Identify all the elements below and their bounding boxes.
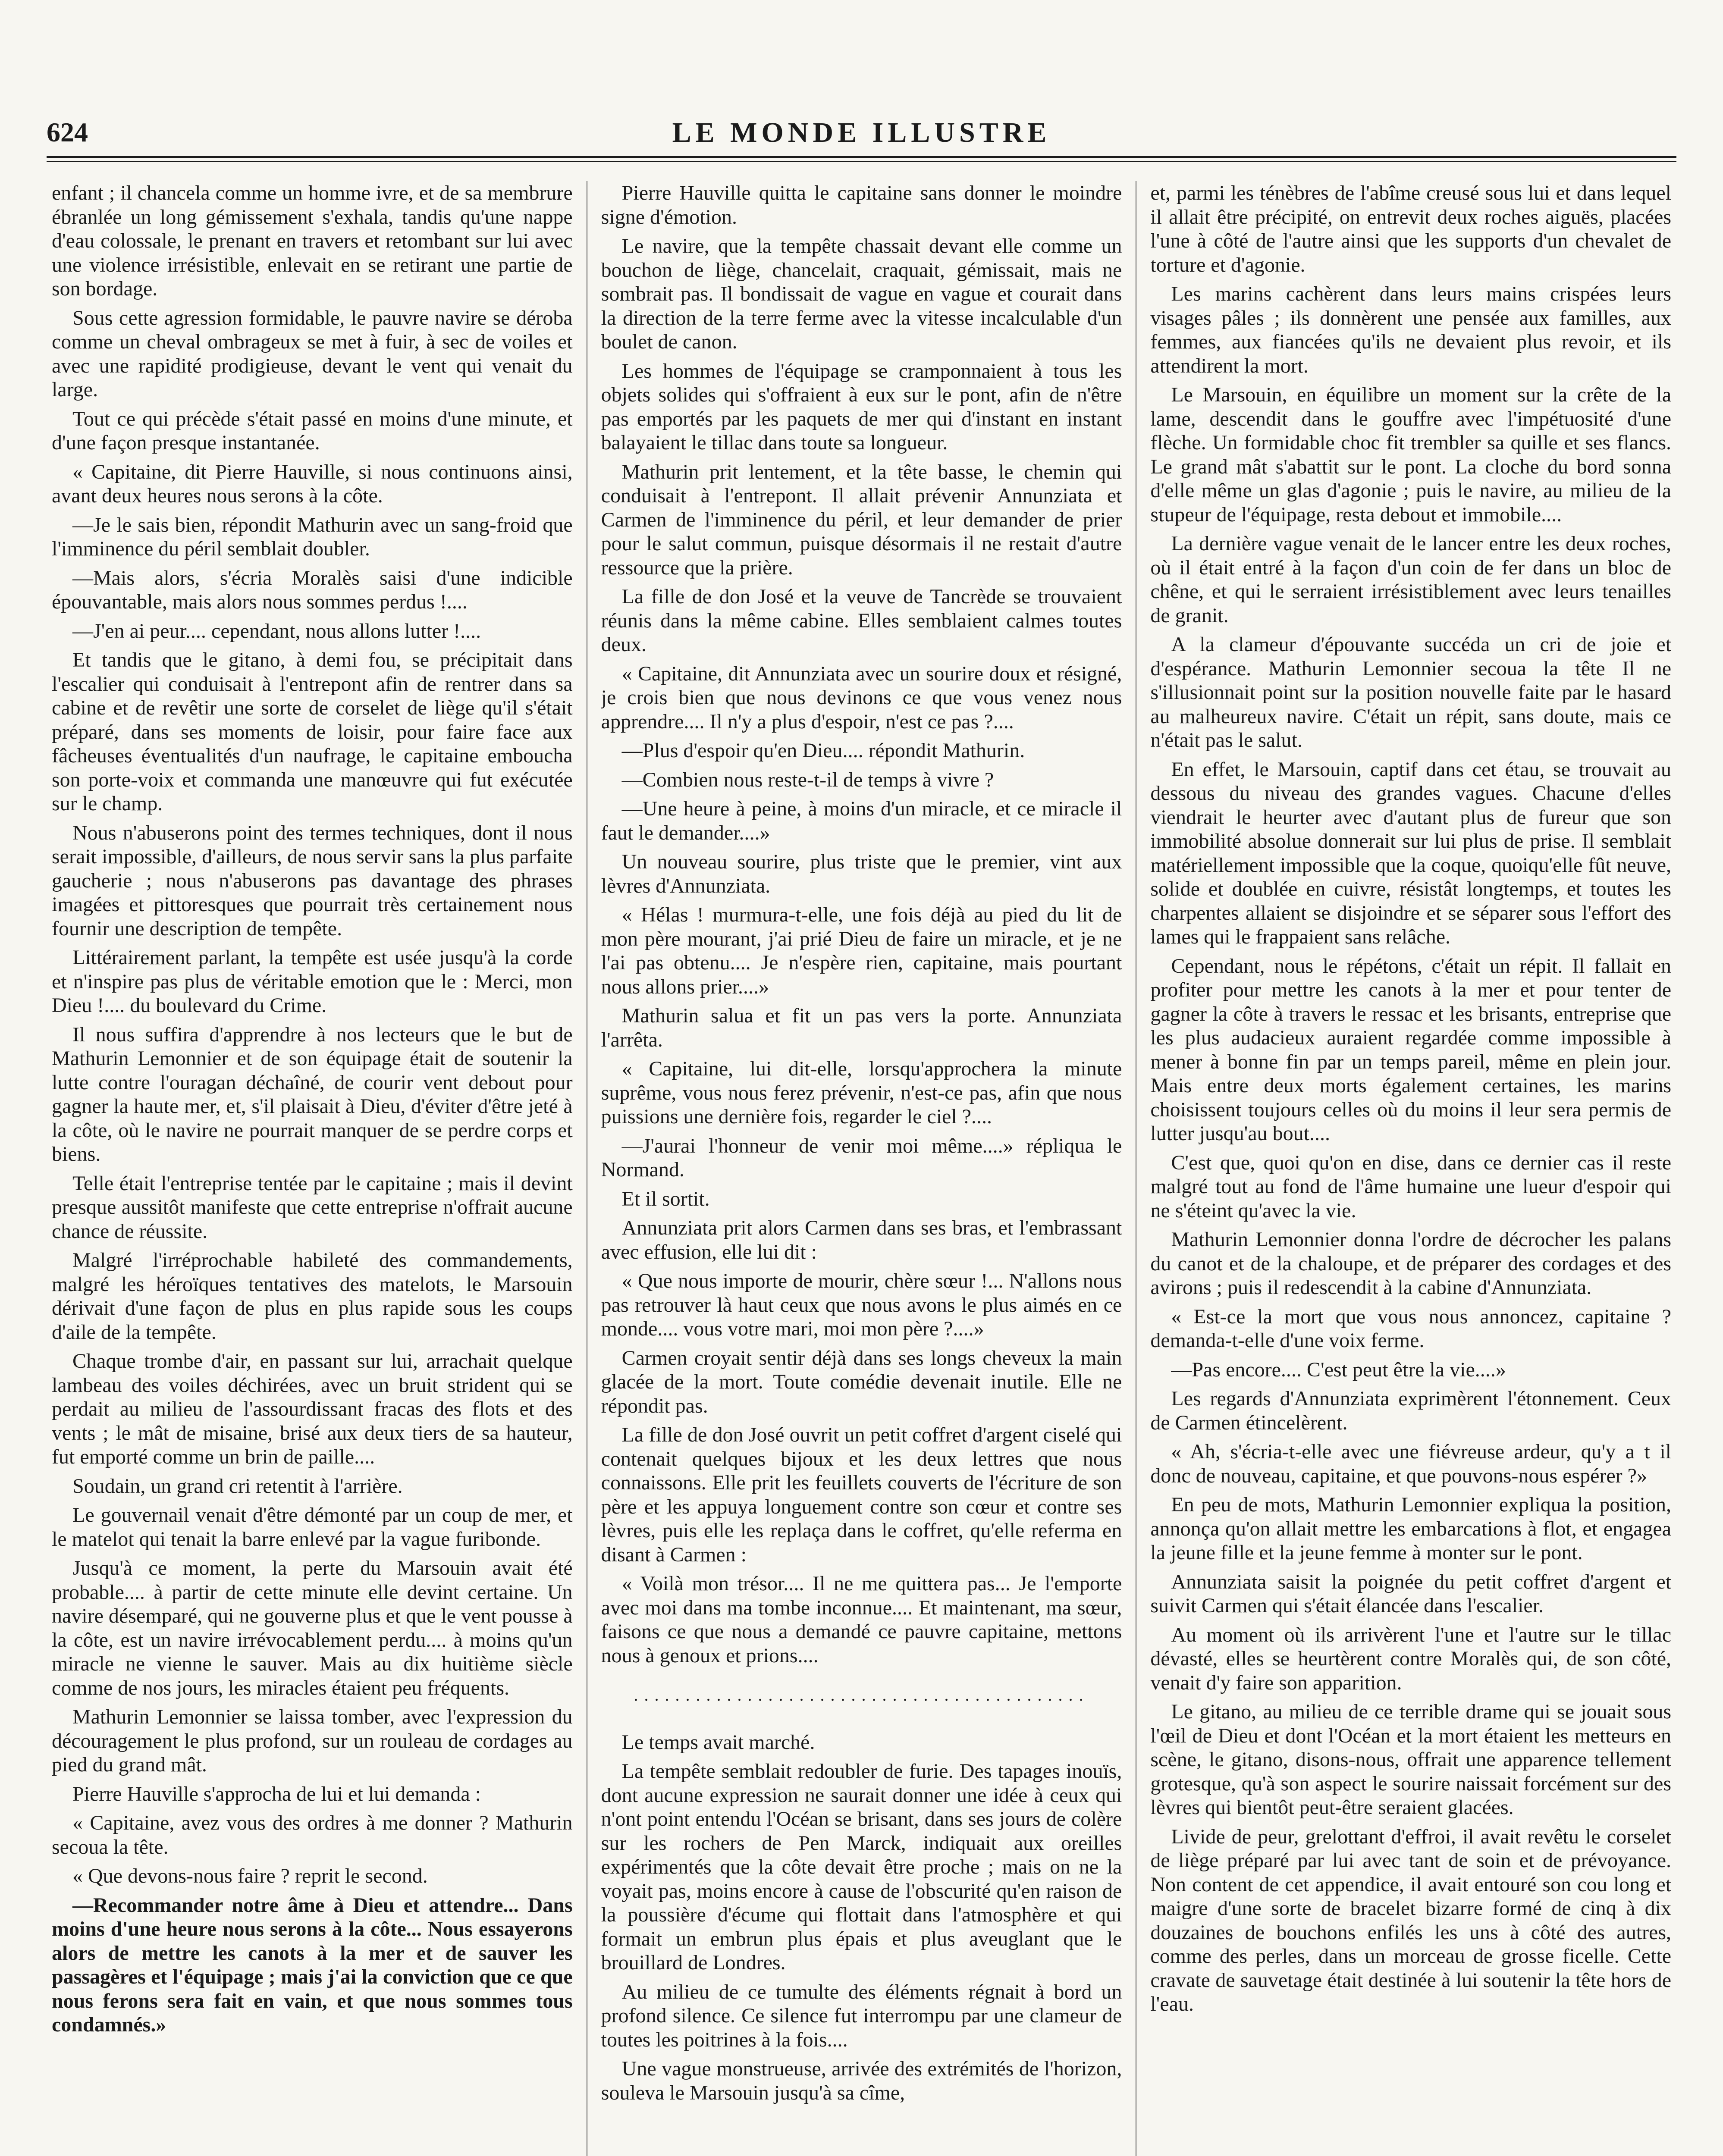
- paragraph: Mathurin prit lentement, et la tête basse, le chemin qui conduisait à l'entrepont. Il allait prévenir Annunziata et Carmen de l'imminence du péril, et leur demander de prier pour le salut commun, puisque désormais il ne restait d'autre ressource que la prière.: [601, 460, 1122, 579]
- paragraph: —Combien nous reste-t-il de temps à vivre ?: [621, 768, 994, 791]
- paragraph: Littérairement parlant, la tempête est usée jusqu'à la corde et n'inspire pas plus de véritable emotion que le : Merci, mon Dieu !.... du boulevard du Crime.: [52, 946, 573, 1017]
- paragraph: Et il sortit.: [621, 1187, 710, 1210]
- paragraph: La dernière vague venait de le lancer entre les deux roches, où il était entré à la façon d'un coin de fer dans un bloc de chêne, et qui le serraient irrésistiblement avec leurs tenailles de granit.: [1150, 532, 1672, 627]
- paragraph: Cependant, nous le répétons, c'était un répit. Il fallait en profiter pour mettre les canots à la mer et pour tenter de gagner la côte à travers le ressac et les brisants, entreprise que les plus audacieux auraient regardée comme impossible à mener à bonne fin par un temps pareil, même en plein jour. Mais entre deux morts également certaines, les marins choisissent toujours celles où du moins il leur sera permis de lutter jusqu'au bout....: [1150, 954, 1672, 1145]
- paragraph: Et tandis que le gitano, à demi fou, se précipitait dans l'escalier qui conduisait à l'entrepont afin de rentrer dans sa cabine et de revêtir une sorte de corselet de liège qu'il s'était préparé, dans ses moments de loisir, pour faire face aux fâcheuses éventualités d'un naufrage, le capitaine embouchа son porte-voix et commanda une manœuvre qui fut exécutée sur le champ.: [52, 649, 573, 815]
- paragraph: Tout ce qui précède s'était passé en moins d'une minute, et d'une façon presque instantanée.: [52, 407, 573, 454]
- paragraph: Le gitano, au milieu de ce terrible drame qui se jouait sous l'œil de Dieu et dont l'Océan et la mort étaient les metteurs en scène, le gitano, disons-nous, offrait une apparence tellement grotesque, qu'à son aspect le sourire naissait forcément sur des lèvres qui bientôt peut-être seraient glacées.: [1150, 1700, 1672, 1819]
- paragraph: Le Marsouin, en équilibre un moment sur la crête de la lame, descendit dans le gouffre avec l'impétuosité d'une flèche. Un formidable choc fit trembler sa quille et ses flancs. Le grand mât s'abattit sur le pont. La cloche du bord sonna d'elle même un glas d'agonie ; puis le navire, au milieu de la stupeur de l'équipage, resta debout et immobile....: [1150, 383, 1672, 526]
- paragraph: Un nouveau sourire, plus triste que le premier, vint aux lèvres d'Annunziata.: [601, 850, 1122, 897]
- paragraph: Mathurin Lemonnier se laissa tomber, avec l'expression du découragement le plus profond, sur un rouleau de cordages au pied du grand mât.: [52, 1705, 573, 1776]
- paragraph: Livide de peur, grelottant d'effroi, il avait revêtu le corselet de liège préparé par lui avec tant de soin et de prévoyance. Non content de cet appendice, il avait entouré son cou long et maigre d'une sorte de bracelet bizarre formé de cinq à dix douzaines de bouchons enfilés les uns à côté des autres, comme des perles, dans un morceau de grosse ficelle. Cette cravate de sauvetage était destinée à lui soutenir la tête hors de l'eau.: [1150, 1825, 1672, 2015]
- paragraph: « Capitaine, avez vous des ordres à me donner ? Mathurin secoua la tête.: [52, 1811, 573, 1858]
- paragraph: A la clameur d'épouvante succéda un cri de joie et d'espérance. Mathurin Lemonnier secoua la tête Il ne s'illusionnait point sur la position nouvelle faite par le hasard au malheureux navire. C'était un répit, sans doute, mais ce n'était pas le salut.: [1150, 633, 1672, 752]
- paragraph: La fille de don José ouvrit un petit coffret d'argent ciselé qui contenait quelques bijoux et les deux lettres que nous connaissons. Elle prit les feuillets couverts de l'écriture de son père et les appuya longuement contre son cœur et contre ses lèvres, puis elle les replaça dans le coffret, qu'elle referma en disant à Carmen :: [601, 1423, 1122, 1566]
- journal-title: LE MONDE ILLUSTRE: [672, 117, 1051, 148]
- paragraph: « Est-ce la mort que vous nous annoncez, capitaine ? demanda-t-elle d'une voix ferme.: [1150, 1305, 1672, 1352]
- paragraph: « Capitaine, dit Pierre Hauville, si nous continuons ainsi, avant deux heures nous serons à la côte.: [52, 460, 573, 507]
- paragraph: Le gouvernail venait d'être démonté par un coup de mer, et le matelot qui tenait la barre enlevé par la vague furibonde.: [52, 1504, 573, 1551]
- paragraph: et, parmi les ténèbres de l'abîme creusé sous lui et dans lequel il allait être précipité, on entrevit deux roches aiguës, placées l'une à côté de l'autre ainsi que les supports d'un chevalet de torture et d'agonie.: [1150, 182, 1672, 276]
- paragraph: « Capitaine, lui dit-elle, lorsqu'approchera la minute suprême, vous nous ferez prévenir, n'est-ce pas, afin que nous puissions une dernière fois, regarder le ciel ?....: [601, 1057, 1122, 1128]
- paragraph: Il nous suffira d'apprendre à nos lecteurs que le but de Mathurin Lemonnier et de son équipage était de soutenir la lutte contre l'ouragan déchaîné, de courir vent debout pour gagner la haute mer, et, s'il plaisait à Dieu, d'éviter d'être jeté à la côte, où le navire ne pourrait manquer de se perdre corps et biens.: [52, 1023, 573, 1166]
- paragraph: Soudain, un grand cri retentit à l'arrière.: [72, 1474, 403, 1498]
- paragraph: Les regards d'Annunziata exprimèrent l'étonnement. Ceux de Carmen étincelèrent.: [1150, 1387, 1672, 1434]
- header-rule-thick: [47, 156, 1676, 158]
- header-rule-thin: [47, 161, 1676, 162]
- paragraph: « Hélas ! murmura-t-elle, une fois déjà au pied du lit de mon père mourant, j'ai prié Dieu de faire un miracle, et je ne l'ai pas obtenu.... Je n'espère rien, capitaine, mais pourtant nous allons prier....»: [601, 903, 1122, 998]
- page-header: [47, 116, 1676, 155]
- paragraph: Carmen croyait sentir déjà dans ses longs cheveux la main glacée de la mort. Toute comédie devenait inutile. Elle ne répondit pas.: [601, 1346, 1122, 1417]
- paragraph: —Pas encore.... C'est peut être la vie....»: [1171, 1358, 1506, 1381]
- paragraph: —Plus d'espoir qu'en Dieu.... répondit Mathurin.: [621, 739, 1025, 762]
- paragraph: —Recommander notre âme à Dieu et attendre... Dans moins d'une heure nous serons à la côte... Nous essayerons alors de mettre les canots à la mer et de sauver les passagères et l'équipage ; mais j'ai la conviction que ce que nous ferons sera fait en vain, et que nous sommes tous condamnés.»: [52, 1893, 573, 2036]
- paragraph: Mathurin Lemonnier donna l'ordre de décrocher les palans du canot et de la chaloupe, et de préparer des cordages et des avirons ; puis il redescendit à la cabine d'Annunziata.: [1150, 1228, 1672, 1299]
- paragraph: Telle était l'entreprise tentée par le capitaine ; mais il devint presque aussitôt manifeste que cette entreprise n'offrait aucune chance de réussite.: [52, 1172, 573, 1243]
- paragraph: Annunziata prit alors Carmen dans ses bras, et l'embrassant avec effusion, elle lui dit :: [601, 1216, 1122, 1263]
- paragraph: —Mais alors, s'écria Moralès saisi d'une indicible épouvantable, mais alors nous sommes perdus !....: [52, 566, 573, 613]
- text-column-1: [52, 181, 573, 2156]
- section-separator: ............................................: [634, 1685, 1089, 1705]
- paragraph: Au moment où ils arrivèrent l'une et l'autre sur le tillac dévasté, elles se heurtèrent contre Moralès qui, de son côté, venait d'y faire son apparition.: [1150, 1623, 1672, 1694]
- paragraph: « Que nous importe de mourir, chère sœur !... N'allons nous pas retrouver là haut ceux que nous avons le plus aimés en ce monde.... vous votre mari, moi mon père ?....»: [601, 1269, 1122, 1340]
- text-column-2: [601, 181, 1122, 2156]
- paragraph: Le temps avait marché.: [621, 1730, 815, 1754]
- paragraph: La tempête semblait redoubler de furie. Des tapages inouïs, dont aucune expression ne saurait donner une idée à ceux qui n'ont point entendu l'Océan se brisant, dans ses jours de colère sur les rochers de Pen Marck, indiquait aux oreilles expérimentés que la côte devait être proche ; mais on ne la voyait pas, moins encore à cause de l'obscurité qu'en raison de la poussière d'écume qui flottait dans l'atmosphère et qui formait un embrun plus épais et plus aveuglant que le brouillard de Londres.: [601, 1760, 1122, 1974]
- text-columns: [52, 181, 1671, 2156]
- paragraph: —Je le sais bien, répondit Mathurin avec un sang-froid que l'imminence du péril semblait doubler.: [52, 513, 573, 560]
- paragraph: Pierre Hauville s'approcha de lui et lui demanda :: [72, 1782, 481, 1805]
- paragraph: Jusqu'à ce moment, la perte du Marsouin avait été probable.... à partir de cette minute elle devint certaine. Un navire désemparé, qui ne gouverne plus et que le vent pousse à la côte, est un navire irrévocablement perdu.... à moins qu'un miracle ne vienne le sauver. Mais au dix huitième siècle comme de nos jours, les miracles étaient peu fréquents.: [52, 1557, 573, 1699]
- paragraph: « Voilà mon trésor.... Il ne me quittera pas... Je l'emporte avec moi dans ma tombe inconnue.... Et maintenant, ma sœur, faisons ce que nous a demandé ce pauvre capitaine, mettons nous à genoux et prions....: [601, 1572, 1122, 1667]
- paragraph: En effet, le Marsouin, captif dans cet étau, se trouvait au dessous du niveau des grandes vagues. Chacune d'elles viendrait le heurter avec d'autant plus de fureur que son immobilité absolue donnerait sur lui plus de prise. Il semblait matériellement impossible que la coque, quoiqu'elle fût neuve, solide et doublée en cuivre, résistât longtemps, et toutes les charpentes allaient se disjoindre et se séparer sous l'effort des lames qui le frappaient sans relâche.: [1150, 758, 1672, 948]
- paragraph: Pierre Hauville quitta le capitaine sans donner le moindre signe d'émotion.: [601, 182, 1122, 229]
- text-column-3: [1150, 181, 1671, 2156]
- paragraph: « Ah, s'écria-t-elle avec une fiévreuse ardeur, qu'y a t il donc de nouveau, capitaine, et que pouvons-nous espérer ?»: [1150, 1440, 1672, 1487]
- paragraph: « Capitaine, dit Annunziata avec un sourire doux et résigné, je crois bien que nous devinons ce que vous venez nous apprendre.... Il n'y a plus d'espoir, n'est ce pas ?....: [601, 662, 1122, 733]
- paragraph: C'est que, quoi qu'on en dise, dans ce dernier cas il reste malgré tout au fond de l'âme humaine une lueur d'espoir qui ne s'éteint qu'avec la vie.: [1150, 1151, 1672, 1222]
- paragraph: Au milieu de ce tumulte des éléments régnait à bord un profond silence. Ce silence fut interrompu par une clameur de toutes les poitrines à la fois....: [601, 1980, 1122, 2051]
- paragraph: Les marins cachèrent dans leurs mains crispées leurs visages pâles ; ils donnèrent une pensée aux familles, aux femmes, aux fiancées qu'ils ne devaient plus revoir, et ils attendirent la mort.: [1150, 282, 1672, 377]
- paragraph: Chaque trombe d'air, en passant sur lui, arrachait quelque lambeau des voiles déchirées, avec un bruit strident qui se perdait au milieu de l'assourdissant fracas des flots et des vents ; le mât de misaine, brisé aux deux tiers de sa hauteur, fut emporté comme un brin de paille....: [52, 1350, 573, 1468]
- paragraph: En peu de mots, Mathurin Lemonnier expliqua la position, annonça qu'on allait mettre les embarcations à flot, et engagea la jeune fille et la jeune femme à monter sur le pont.: [1150, 1493, 1672, 1564]
- paragraph: La fille de don José et la veuve de Tancrède se trouvaient réunis dans la même cabine. Elles semblaient calmes toutes deux.: [601, 585, 1122, 656]
- paragraph: « Que devons-nous faire ? reprit le second.: [72, 1865, 428, 1887]
- page-number: 624: [47, 117, 88, 147]
- paragraph: Nous n'abuserons point des termes techniques, dont il nous serait impossible, d'ailleurs, de nous servir sans la plus parfaite gaucherie ; nous n'abuserons pas davantage des phrases imagées et pittoresques que pourrait très certainement nous fournir une description de tempête.: [52, 821, 573, 940]
- paragraph: Annunziata saisit la poignée du petit coffret d'argent et suivit Carmen qui s'était élancée dans l'escalier.: [1150, 1570, 1672, 1617]
- paragraph: Une vague monstrueuse, arrivée des extrémités de l'horizon, souleva le Marsouin jusqu'à sa cîme,: [601, 2057, 1122, 2104]
- paragraph: Malgré l'irréprochable habileté des commandements, malgré les héroïques tentatives des matelots, le Marsouin dérivait d'une façon de plus en plus rapide sous les coups d'aile de la tempête.: [52, 1249, 573, 1344]
- paragraph: —Une heure à peine, à moins d'un miracle, et ce miracle il faut le demander....»: [601, 797, 1122, 844]
- paragraph: Mathurin salua et fit un pas vers la porte. Annunziata l'arrêta.: [601, 1004, 1122, 1051]
- paragraph: —J'aurai l'honneur de venir moi même....» répliqua le Normand.: [601, 1134, 1122, 1181]
- paragraph: Sous cette agression formidable, le pauvre navire se déroba comme un cheval ombrageux se met à fuir, à sec de voiles et avec une rapidité prodigieuse, devant le vent qui venait du large.: [52, 306, 573, 401]
- paragraph: —J'en ai peur.... cependant, nous allons lutter !....: [72, 619, 481, 642]
- paragraph: Le navire, que la tempête chassait devant elle comme un bouchon de liège, chancelait, craquait, gémissait, mais ne sombrait pas. Il bondissait de vague en vague et courait dans la direction de la terre ferme avec la vitesse incalculable d'un boulet de canon.: [601, 235, 1122, 353]
- paragraph: enfant ; il chancela comme un homme ivre, et de sa membrure ébranlée un long gémissement s'exhala, tandis qu'une nappe d'eau colossale, le prenant en travers et retombant sur lui avec une violence irrésistible, enlevait en se retirant une partie de son bordage.: [52, 182, 573, 300]
- paragraph: Les hommes de l'équipage se cramponnaient à tous les objets solides qui s'offraient à eux sur le pont, afin de n'être pas emportés par les paquets de mer qui d'instant en instant balayaient le tillac dans toute sa longueur.: [601, 359, 1122, 454]
